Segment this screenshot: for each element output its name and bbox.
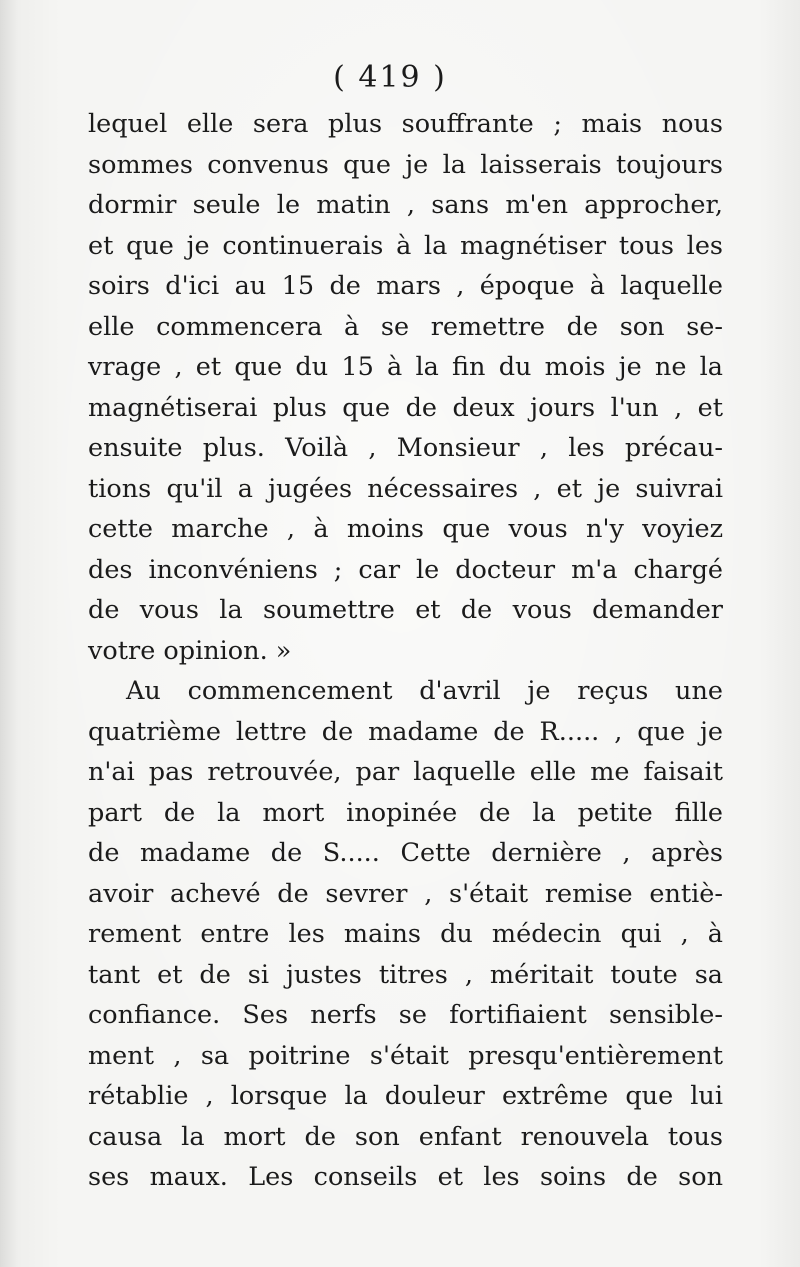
text-line: causa la mort de son enfant renouvela tous xyxy=(88,1121,723,1152)
paragraph-start-line: Au commencement d'avril je reçus une xyxy=(126,676,723,706)
text-line: cette marche , à moins que vous n'y voyiez xyxy=(88,514,723,544)
text-line: lequel elle sera plus souffrante ; mais nous xyxy=(88,109,723,139)
paragraph-end-line: votre opinion. » xyxy=(88,635,292,666)
text-line: elle commencera à se remettre de son se- xyxy=(88,311,723,342)
text-line: des inconvéniens ; car le docteur m'a chargé xyxy=(88,554,723,585)
text-line: rement entre les mains du médecin qui , à xyxy=(88,919,723,949)
text-line: tant et de si justes titres , méritait toute sa xyxy=(88,959,723,990)
text-line: quatrième lettre de madame de R..... , que je xyxy=(88,716,723,747)
text-line: ensuite plus. Voilà , Monsieur , les précau- xyxy=(88,433,723,463)
text-line: soirs d'ici au 15 de mars , époque à laquelle xyxy=(88,271,723,301)
text-line: avoir achevé de sevrer , s'était remise entiè- xyxy=(88,878,723,909)
text-line: ment , sa poitrine s'était presqu'entièrement xyxy=(88,1040,723,1071)
text-line: et que je continuerais à la magnétiser tous les xyxy=(88,230,723,261)
text-line: ses maux. Les conseils et les soins de son xyxy=(88,1162,723,1192)
text-line: vrage , et que du 15 à la fin du mois je ne la xyxy=(88,352,723,382)
text-line: dormir seule le matin , sans m'en approcher, xyxy=(88,190,723,220)
text-line: magnétiserai plus que de deux jours l'un , et xyxy=(88,392,723,423)
text-line: de vous la soumettre et de vous demander xyxy=(88,595,723,625)
text-line: sommes convenus que je la laisserais toujours xyxy=(88,149,723,180)
page-number: ( 419 ) xyxy=(333,60,447,95)
body-text xyxy=(88,104,723,1198)
text-line: part de la mort inopinée de la petite fille xyxy=(88,797,723,828)
text-line: n'ai pas retrouvée, par laquelle elle me faisait xyxy=(88,757,723,787)
text-line: rétablie , lorsque la douleur extrême que lui xyxy=(88,1081,723,1111)
text-line: de madame de S..... Cette dernière , après xyxy=(88,838,723,868)
text-line: tions qu'il a jugées nécessaires , et je suivrai xyxy=(88,473,723,504)
text-line: confiance. Ses nerfs se fortifiaient sensible- xyxy=(88,1000,723,1030)
